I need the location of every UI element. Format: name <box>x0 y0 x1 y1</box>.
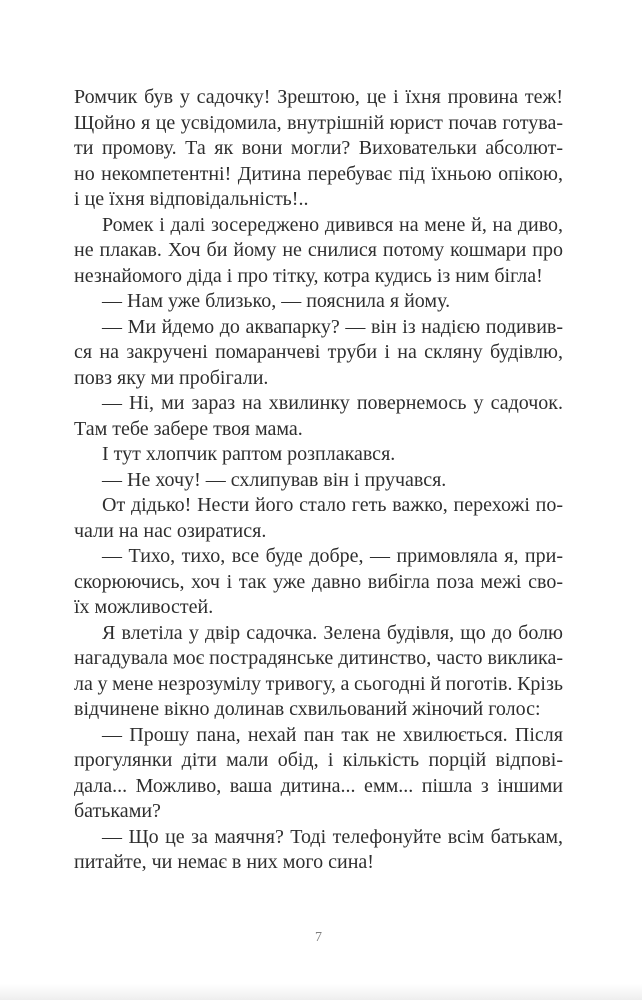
text-line: — Що це за маячня? Тоді телефонуйте всім батькам, <box>102 825 563 848</box>
text-line: Щойно я це усвідомила, внутрішній юрист почав готува- <box>74 111 563 134</box>
text-line: — Тихо, тихо, все буде добре, — примовляла я, при- <box>102 545 563 567</box>
page-bottom-shade <box>0 984 642 1000</box>
text-line: Там тебе забере твоя мама. <box>74 417 303 440</box>
text-line: Ромек і далі зосереджено дивився на мене й, на диво, <box>102 213 563 236</box>
text-line: і це їхня відповідальність!.. <box>74 188 309 210</box>
text-line: От дідько! Нести його стало геть важко, перехожі по- <box>102 494 563 516</box>
text-line: — Ні, ми зараз на хвилинку повернемось у садочок. <box>102 392 563 414</box>
text-line: — Нам уже близько, — пояснила я йому. <box>102 290 451 312</box>
text-line: дала... Можливо, ваша дитина... емм... пішла з іншими <box>74 774 563 797</box>
text-line: питайте, чи немає в них мого сина! <box>74 851 374 873</box>
text-line: Ромчик був у садочку! Зрештою, це і їхня провина теж! <box>74 86 563 108</box>
text-line: І тут хлопчик раптом розплакався. <box>102 443 396 465</box>
text-line: Я влетіла у двір садочка. Зелена будівля, що до болю <box>102 621 563 644</box>
text-line: незнайомого діда і про тітку, котра кудись із ним бігла! <box>74 264 543 287</box>
page-text <box>74 85 563 876</box>
text-line: їх можливостей. <box>74 596 214 618</box>
text-line: повз яку ми пробігали. <box>74 366 269 389</box>
text-line: прогулянки діти мали обід, і кількість порцій відпові- <box>74 749 563 771</box>
text-line: відчинене вікно долинав схвильований жіночий голос: <box>74 698 541 720</box>
text-line: нагадувала моє пострадянське дитинство, часто виклика- <box>74 647 563 669</box>
text-line: но некомпетентні! Дитина перебуває під їхньою опікою, <box>74 162 563 185</box>
text-line: скорюючись, хоч і так уже давно вибігла поза межі сво- <box>74 570 563 593</box>
page-number: 7 <box>315 930 322 945</box>
text-line: ла у мене незрозумілу тривогу, а сьогодні й поготів. Крізь <box>74 672 563 695</box>
text-line: — Ми йдемо до аквапарку? — він із надією подивив- <box>102 315 563 338</box>
text-line: чали на нас озиратися. <box>74 519 267 542</box>
text-line: не плакав. Хоч би йому не снилися потому кошмари про <box>74 239 563 261</box>
text-line: ти промову. Та як вони могли? Виховательки абсолют- <box>74 137 563 159</box>
text-line: батьками? <box>74 800 161 822</box>
text-line: ся на закручені помаранчеві труби і на скляну будівлю, <box>74 341 563 363</box>
text-line: — Прошу пана, нехай пан так не хвилюється. Після <box>102 723 563 746</box>
text-line: — Не хочу! — схлипував він і пручався. <box>102 468 447 491</box>
